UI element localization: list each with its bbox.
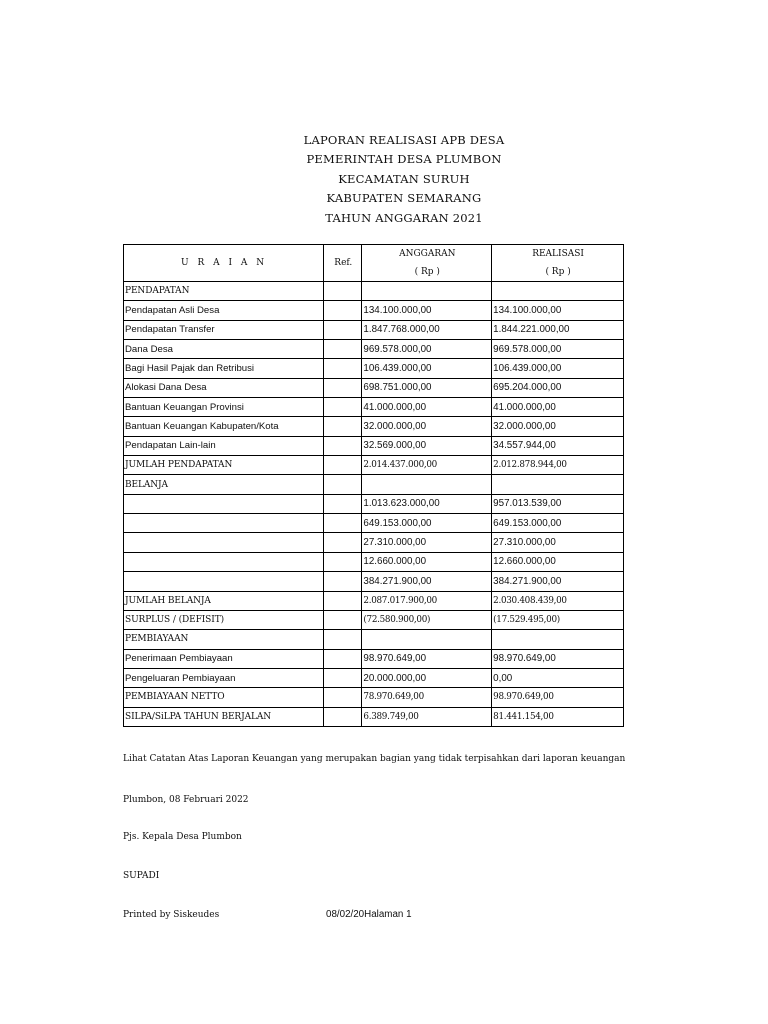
header-uraian: U R A I A N xyxy=(124,245,324,282)
row-ref xyxy=(324,282,362,301)
table-row xyxy=(124,282,624,301)
row-ref xyxy=(324,436,362,455)
row-label: Dana Desa xyxy=(124,340,324,359)
place-date: Plumbon, 08 Februari 2022 xyxy=(123,795,249,805)
table-row xyxy=(124,456,624,475)
table-row xyxy=(124,378,624,397)
row-ref xyxy=(324,456,362,475)
row-realisasi: 98.970.649,00 xyxy=(492,649,624,668)
row-label: SURPLUS / (DEFISIT) xyxy=(124,610,324,629)
table-row xyxy=(124,398,624,417)
row-realisasi: 106.439.000,00 xyxy=(492,359,624,378)
row-realisasi: 41.000.000,00 xyxy=(492,398,624,417)
report-title xyxy=(0,131,768,228)
row-realisasi: 134.100.000,00 xyxy=(492,301,624,320)
row-label: JUMLAH BELANJA xyxy=(124,591,324,610)
row-ref xyxy=(324,533,362,552)
header-anggaran-unit: ( Rp ) xyxy=(414,267,440,277)
row-anggaran: 20.000.000,00 xyxy=(362,668,492,687)
header-realisasi-unit: ( Rp ) xyxy=(545,267,571,277)
table-row xyxy=(124,417,624,436)
table-row xyxy=(124,649,624,668)
table-row xyxy=(124,572,624,591)
row-label: JUMLAH PENDAPATAN xyxy=(124,456,324,475)
row-ref xyxy=(324,668,362,687)
row-realisasi: 98.970.649,00 xyxy=(492,688,624,707)
table-row xyxy=(124,494,624,513)
row-label: Pendapatan Lain-lain xyxy=(124,436,324,455)
row-ref xyxy=(324,610,362,629)
row-label: Bagi Hasil Pajak dan Retribusi xyxy=(124,359,324,378)
row-label: Alokasi Dana Desa xyxy=(124,378,324,397)
signer-title: Pjs. Kepala Desa Plumbon xyxy=(123,832,242,842)
row-realisasi: 2.012.878.944,00 xyxy=(492,456,624,475)
header-realisasi xyxy=(492,245,624,282)
row-anggaran: 12.660.000,00 xyxy=(362,552,492,571)
row-anggaran: 2.087.017.900,00 xyxy=(362,591,492,610)
table-row xyxy=(124,320,624,339)
table-row xyxy=(124,591,624,610)
row-realisasi: 1.844.221.000,00 xyxy=(492,320,624,339)
row-ref xyxy=(324,707,362,726)
row-label: SILPA/SiLPA TAHUN BERJALAN xyxy=(124,707,324,726)
row-anggaran: 698.751.000,00 xyxy=(362,378,492,397)
row-realisasi: 0,00 xyxy=(492,668,624,687)
header-anggaran xyxy=(362,245,492,282)
row-ref xyxy=(324,552,362,571)
row-anggaran: 78.970.649,00 xyxy=(362,688,492,707)
title-line-3: KECAMATAN SURUH xyxy=(338,171,470,186)
row-realisasi: 81.441.154,00 xyxy=(492,707,624,726)
row-label: PENDAPATAN xyxy=(124,282,324,301)
row-anggaran xyxy=(362,630,492,649)
row-ref xyxy=(324,494,362,513)
row-anggaran: 134.100.000,00 xyxy=(362,301,492,320)
row-ref xyxy=(324,417,362,436)
row-label: Penerimaan Pembiayaan xyxy=(124,649,324,668)
row-label xyxy=(124,572,324,591)
row-ref xyxy=(324,301,362,320)
table-row xyxy=(124,514,624,533)
row-ref xyxy=(324,649,362,668)
row-realisasi: 27.310.000,00 xyxy=(492,533,624,552)
row-ref xyxy=(324,340,362,359)
table-row xyxy=(124,436,624,455)
table-row xyxy=(124,668,624,687)
row-realisasi: 969.578.000,00 xyxy=(492,340,624,359)
row-anggaran: 1.847.768.000,00 xyxy=(362,320,492,339)
row-anggaran: 41.000.000,00 xyxy=(362,398,492,417)
title-line-5: TAHUN ANGGARAN 2021 xyxy=(325,210,483,225)
row-anggaran xyxy=(362,282,492,301)
row-anggaran: 649.153.000,00 xyxy=(362,514,492,533)
row-anggaran: 98.970.649,00 xyxy=(362,649,492,668)
row-realisasi: 32.000.000,00 xyxy=(492,417,624,436)
row-label: BELANJA xyxy=(124,475,324,494)
table-row xyxy=(124,552,624,571)
row-ref xyxy=(324,688,362,707)
table-row xyxy=(124,707,624,726)
row-label xyxy=(124,533,324,552)
row-label xyxy=(124,552,324,571)
row-realisasi xyxy=(492,630,624,649)
budget-realization-table xyxy=(123,244,624,727)
row-ref xyxy=(324,398,362,417)
row-anggaran: 106.439.000,00 xyxy=(362,359,492,378)
row-realisasi: 384.271.900,00 xyxy=(492,572,624,591)
row-anggaran: 969.578.000,00 xyxy=(362,340,492,359)
header-anggaran-label: ANGGARAN xyxy=(399,249,456,259)
title-line-2: PEMERINTAH DESA PLUMBON xyxy=(306,152,502,167)
row-label: Pengeluaran Pembiayaan xyxy=(124,668,324,687)
row-label xyxy=(124,514,324,533)
row-label: PEMBIAYAAN xyxy=(124,630,324,649)
row-ref xyxy=(324,359,362,378)
header-ref: Ref. xyxy=(324,245,362,282)
row-label xyxy=(124,494,324,513)
row-ref xyxy=(324,630,362,649)
table-row xyxy=(124,610,624,629)
row-anggaran: 384.271.900,00 xyxy=(362,572,492,591)
header-realisasi-label: REALISASI xyxy=(532,249,584,259)
row-ref xyxy=(324,378,362,397)
row-ref xyxy=(324,572,362,591)
row-anggaran xyxy=(362,475,492,494)
row-anggaran: 27.310.000,00 xyxy=(362,533,492,552)
row-ref xyxy=(324,514,362,533)
table-row xyxy=(124,688,624,707)
row-label: Bantuan Keuangan Kabupaten/Kota xyxy=(124,417,324,436)
row-realisasi: (17.529.495,00) xyxy=(492,610,624,629)
row-realisasi: 12.660.000,00 xyxy=(492,552,624,571)
row-anggaran: 2.014.437.000,00 xyxy=(362,456,492,475)
row-anggaran: 32.000.000,00 xyxy=(362,417,492,436)
footer-printed-by: Printed by Siskeudes xyxy=(123,910,220,920)
row-realisasi: 34.557.944,00 xyxy=(492,436,624,455)
row-label: Pendapatan Transfer xyxy=(124,320,324,339)
table-row xyxy=(124,359,624,378)
table-header-row xyxy=(124,245,624,282)
row-realisasi: 649.153.000,00 xyxy=(492,514,624,533)
row-ref xyxy=(324,475,362,494)
table-row xyxy=(124,301,624,320)
row-anggaran: 1.013.623.000,00 xyxy=(362,494,492,513)
row-realisasi xyxy=(492,475,624,494)
row-anggaran: 6.389.749,00 xyxy=(362,707,492,726)
title-line-4: KABUPATEN SEMARANG xyxy=(326,191,482,206)
row-label: Pendapatan Asli Desa xyxy=(124,301,324,320)
row-realisasi: 695.204.000,00 xyxy=(492,378,624,397)
signer-name: SUPADI xyxy=(123,871,160,881)
table-row xyxy=(124,475,624,494)
title-line-1: LAPORAN REALISASI APB DESA xyxy=(303,133,505,147)
table-row xyxy=(124,630,624,649)
row-ref xyxy=(324,320,362,339)
row-realisasi xyxy=(492,282,624,301)
notes-reference: Lihat Catatan Atas Laporan Keuangan yang merupakan bagian yang tidak terpisahkan dari laporan keuangan xyxy=(123,754,626,764)
row-label: Bantuan Keuangan Provinsi xyxy=(124,398,324,417)
row-label: PEMBIAYAAN NETTO xyxy=(124,688,324,707)
row-anggaran: 32.569.000,00 xyxy=(362,436,492,455)
row-realisasi: 957.013.539,00 xyxy=(492,494,624,513)
row-anggaran: (72.580.900,00) xyxy=(362,610,492,629)
table-row xyxy=(124,340,624,359)
footer-date-page: 08/02/20Halaman 1 xyxy=(326,909,412,920)
table-row xyxy=(124,533,624,552)
row-ref xyxy=(324,591,362,610)
row-realisasi: 2.030.408.439,00 xyxy=(492,591,624,610)
